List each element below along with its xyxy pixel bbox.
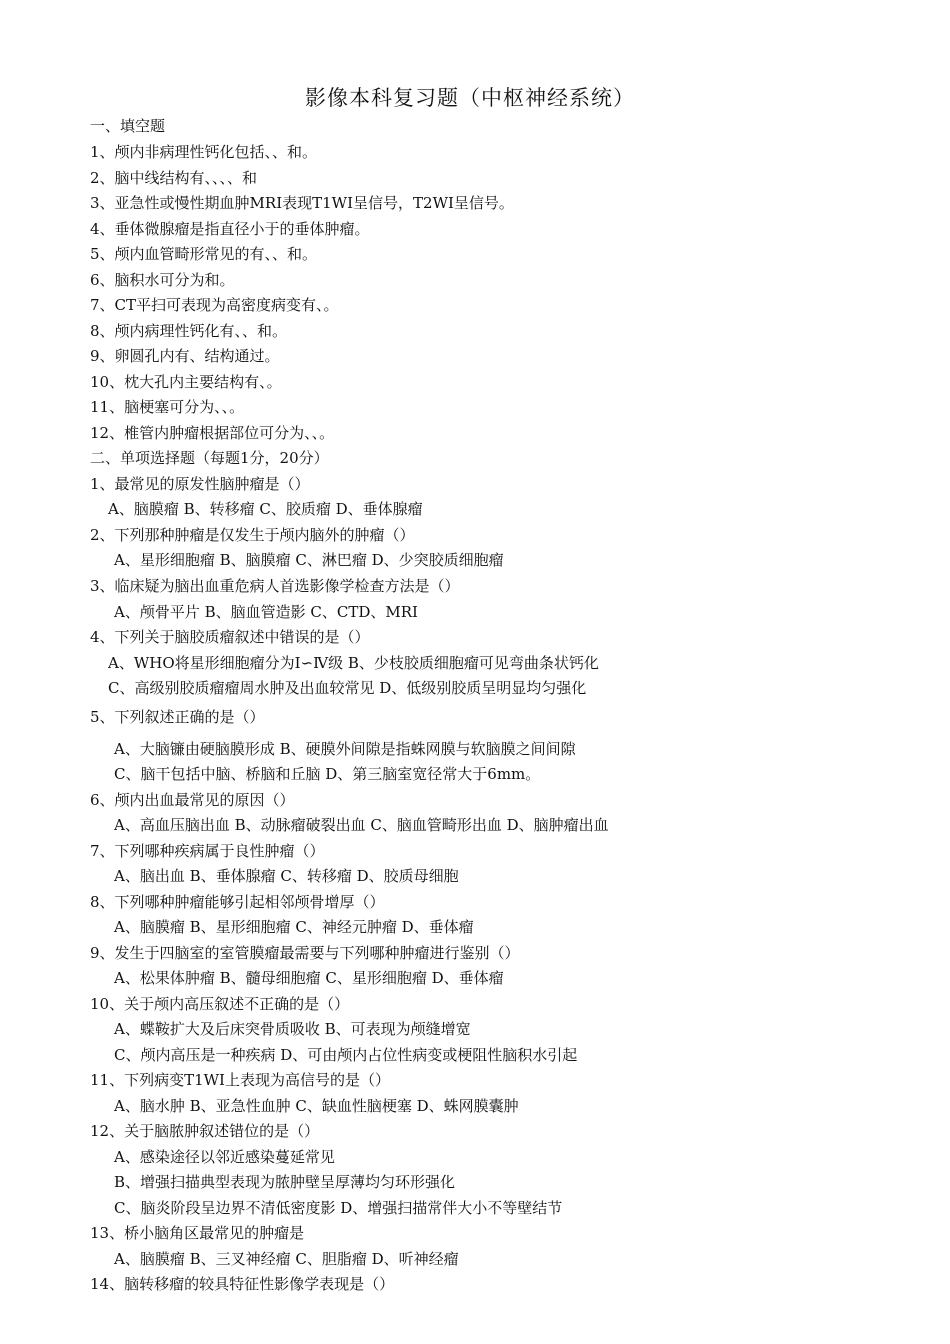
- question-options: A、脑水肿 B、亚急性血肿 C、缺血性脑梗塞 D、蛛网膜囊肿: [114, 1097, 519, 1115]
- fill-in-item: 10、枕大孔内主要结构有、。: [90, 373, 282, 391]
- question-options: C、脑炎阶段呈边界不清低密度影 D、增强扫描常伴大小不等壁结节: [114, 1199, 563, 1217]
- question-options: B、增强扫描典型表现为脓肿壁呈厚薄均匀环形强化: [114, 1173, 456, 1191]
- question-text: 6、颅内出血最常见的原因（）: [90, 791, 295, 809]
- question-text: 13、桥小脑角区最常见的肿瘤是: [90, 1224, 305, 1242]
- question-options: A、脑膜瘤 B、转移瘤 C、胶质瘤 D、垂体腺瘤: [108, 500, 423, 518]
- fill-in-item: 4、垂体微腺瘤是指直径小于的垂体肿瘤。: [90, 220, 370, 238]
- question-text: 11、下列病变T1WI上表现为高信号的是（）: [90, 1071, 390, 1089]
- fill-in-item: 7、CT平扫可表现为高密度病变有、。: [90, 296, 339, 314]
- section-heading-single-choice: 二、单项选择题（每题1分，20分）: [90, 449, 329, 467]
- fill-in-item: 8、颅内病理性钙化有、、和。: [90, 322, 288, 340]
- question-text: 3、临床疑为脑出血重危病人首选影像学检查方法是（）: [90, 577, 460, 595]
- question-options: A、颅骨平片 B、脑血管造影 C、CTD、MRI: [114, 603, 418, 621]
- question-options: A、蝶鞍扩大及后床突骨质吸收 B、可表现为颅缝增宽: [114, 1020, 471, 1038]
- question-options: C、脑干包括中脑、桥脑和丘脑 D、第三脑室宽径常大于6mm。: [114, 765, 541, 783]
- fill-in-item: 11、脑梗塞可分为、、。: [90, 398, 245, 416]
- question-options: A、感染途径以邻近感染蔓延常见: [114, 1148, 335, 1166]
- question-options: A、WHO将星形细胞瘤分为I∽Ⅳ级 B、少枝胶质细胞瘤可见弯曲条状钙化: [108, 654, 599, 672]
- section-heading-fill-in: 一、填空题: [90, 117, 166, 135]
- question-text: 14、脑转移瘤的较具特征性影像学表现是（）: [90, 1275, 395, 1293]
- question-text: 4、下列关于脑胶质瘤叙述中错误的是（）: [90, 628, 370, 646]
- fill-in-item: 2、脑中线结构有、、、、和: [90, 169, 258, 187]
- question-options: A、脑膜瘤 B、星形细胞瘤 C、神经元肿瘤 D、垂体瘤: [114, 918, 474, 936]
- question-options: C、高级别胶质瘤瘤周水肿及出血较常见 D、低级别胶质呈明显均匀强化: [108, 679, 587, 697]
- fill-in-item: 3、亚急性或慢性期血肿MRI表现T1WI呈信号，T2WI呈信号。: [90, 194, 514, 212]
- question-text: 10、关于颅内高压叙述不正确的是（）: [90, 995, 350, 1013]
- fill-in-item: 9、卵圆孔内有、结构通过。: [90, 347, 280, 365]
- fill-in-item: 6、脑积水可分为和。: [90, 271, 235, 289]
- question-options: A、脑膜瘤 B、三叉神经瘤 C、胆脂瘤 D、听神经瘤: [114, 1250, 459, 1268]
- question-text: 12、关于脑脓肿叙述错位的是（）: [90, 1122, 320, 1140]
- question-text: 8、下列哪种肿瘤能够引起相邻颅骨增厚（）: [90, 893, 385, 911]
- fill-in-item: 12、椎管内肿瘤根据部位可分为、、。: [90, 424, 335, 442]
- question-text: 2、下列那种肿瘤是仅发生于颅内脑外的肿瘤（）: [90, 526, 415, 544]
- fill-in-item: 5、颅内血管畸形常见的有、、和。: [90, 245, 318, 263]
- fill-in-item: 1、颅内非病理性钙化包括、、和。: [90, 143, 318, 161]
- question-options: C、颅内高压是一种疾病 D、可由颅内占位性病变或梗阻性脑积水引起: [114, 1046, 578, 1064]
- question-options: A、脑出血 B、垂体腺瘤 C、转移瘤 D、胶质母细胞: [114, 867, 459, 885]
- question-options: A、星形细胞瘤 B、脑膜瘤 C、淋巴瘤 D、少突胶质细胞瘤: [114, 551, 504, 569]
- question-text: 9、发生于四脑室的室管膜瘤最需要与下列哪种肿瘤进行鉴别（）: [90, 944, 520, 962]
- question-options: A、松果体肿瘤 B、髓母细胞瘤 C、星形细胞瘤 D、垂体瘤: [114, 969, 504, 987]
- question-options: A、高血压脑出血 B、动脉瘤破裂出血 C、脑血管畸形出血 D、脑肿瘤出血: [114, 816, 609, 834]
- page-title: 影像本科复习题（中枢神经系统）: [305, 86, 635, 110]
- question-text: 1、最常见的原发性脑肿瘤是（）: [90, 475, 310, 493]
- question-text: 7、下列哪种疾病属于良性肿瘤（）: [90, 842, 325, 860]
- question-options: A、大脑镰由硬脑膜形成 B、硬膜外间隙是指蛛网膜与软脑膜之间间隙: [114, 740, 576, 758]
- question-text: 5、下列叙述正确的是（）: [90, 708, 265, 726]
